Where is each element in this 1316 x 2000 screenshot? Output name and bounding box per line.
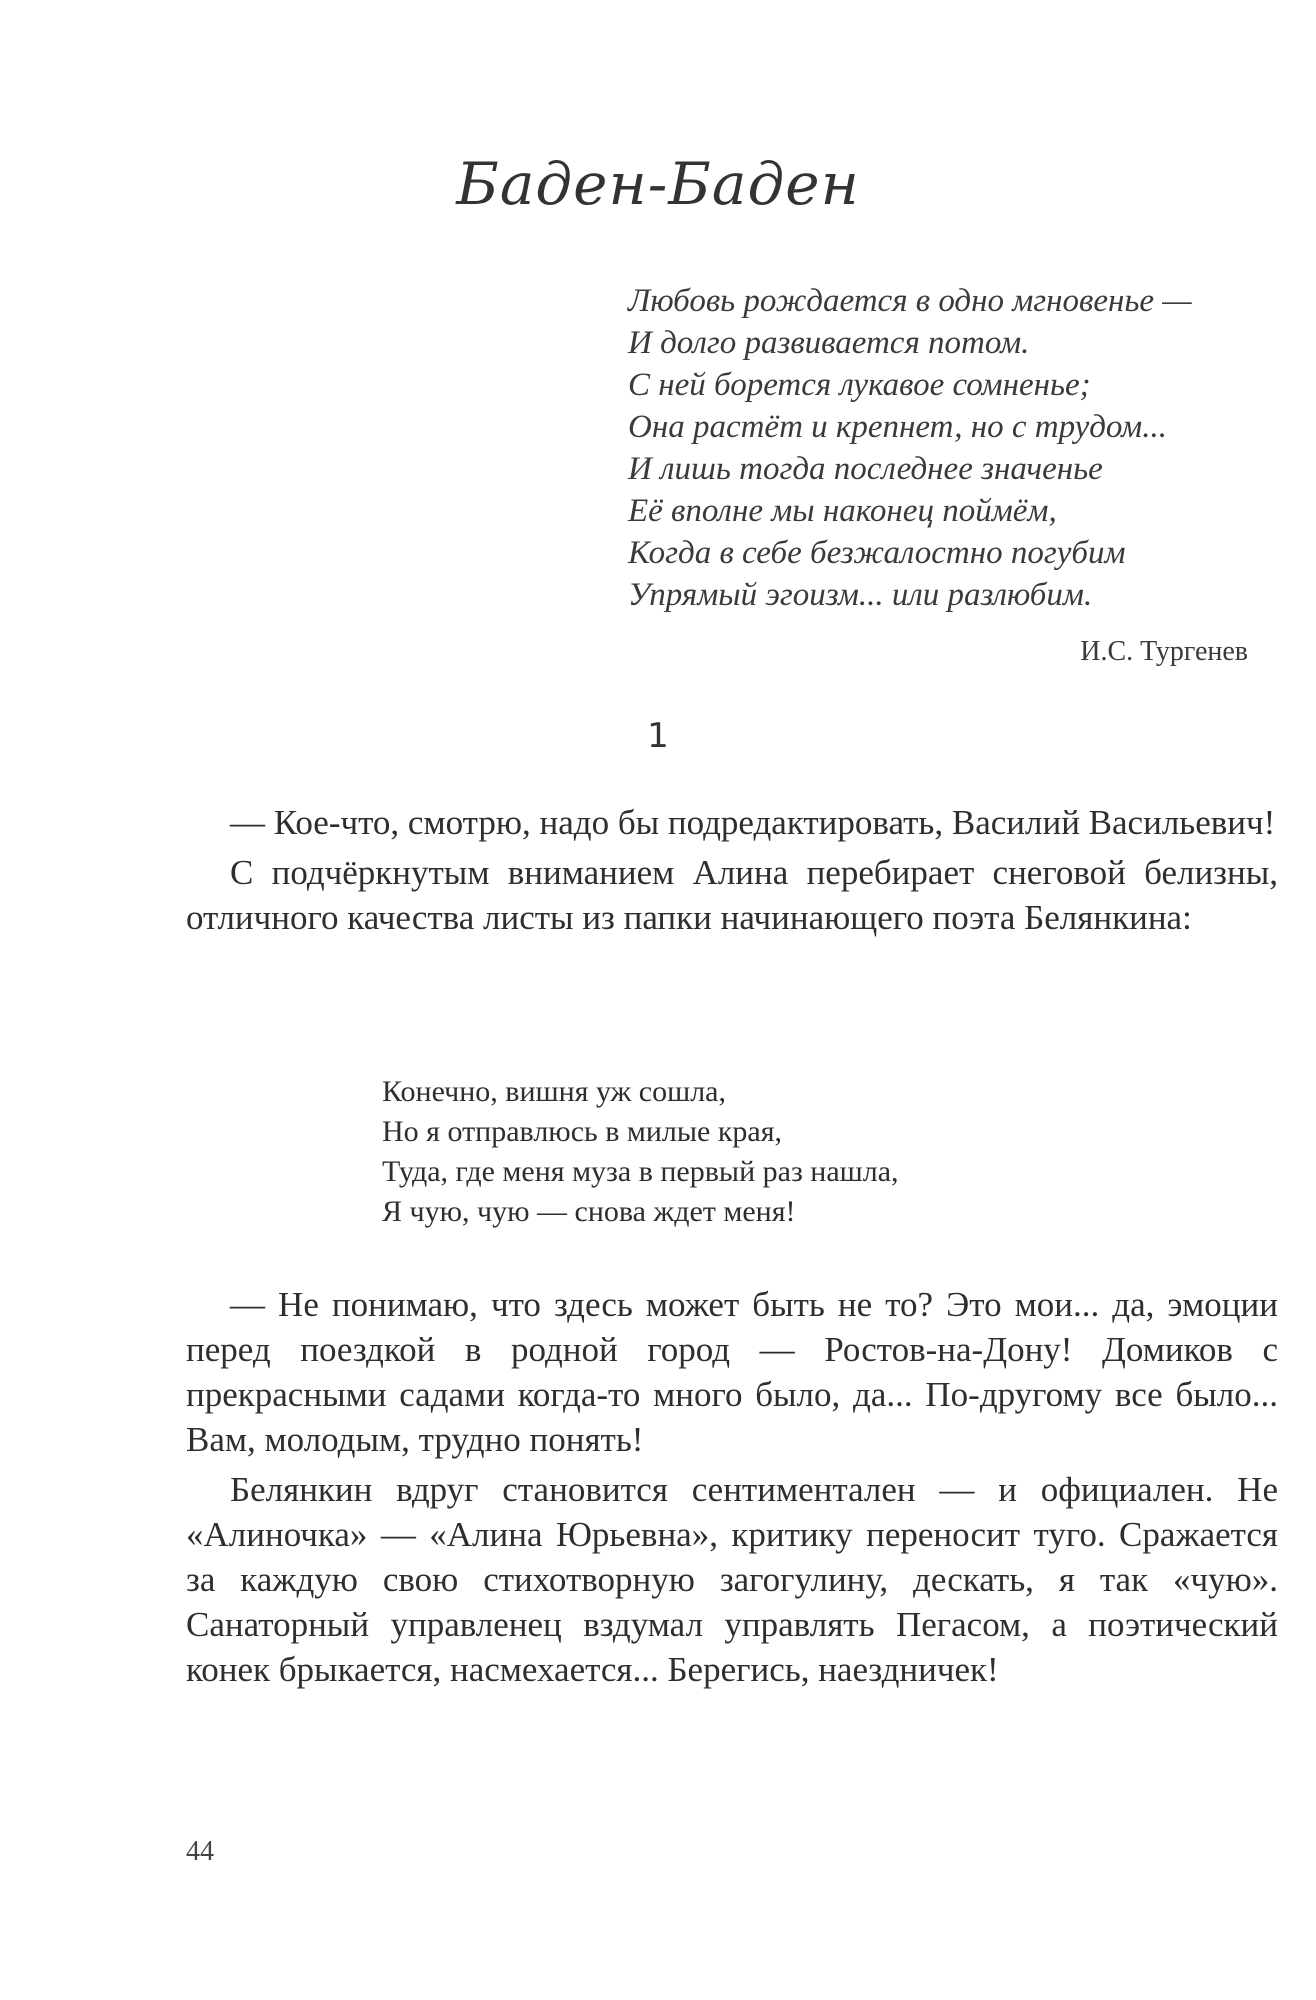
epigraph <box>628 280 1288 668</box>
paragraph: С подчёркнутым вниманием Алина перебирает снеговой белизны, отличного качества листы из папки начинающего поэта Белянкина: <box>186 853 1278 937</box>
poem-line: Туда, где меня муза в первый раз нашла, <box>382 1155 899 1188</box>
poem <box>382 1072 1182 1232</box>
poem-line: Но я отправлюсь в милые края, <box>382 1115 783 1148</box>
chapter-title: Баден-Баден <box>456 150 860 218</box>
page-number: 44 <box>186 1836 214 1867</box>
paragraph: — Кое-что, смотрю, надо бы подредактировать, Василий Васильевич! <box>230 803 1276 842</box>
epigraph-author: И.С. Тургенев <box>1080 636 1248 667</box>
epigraph-line: Её вполне мы наконец поймём, <box>628 493 1057 529</box>
prose-block <box>186 800 1278 940</box>
paragraph: Белянкин вдруг становится сентиментален — и официален. Не «Алиночка» — «Алина Юрьевна», критику переносит туго. Сражается за каждую свою стихотворную загогулину, дескать, я так «чую». Санаторный управленец вздумал управлять Пегасом, а поэтический конек брыкается, насмехается... Берегись, наездничек! <box>186 1470 1278 1689</box>
paragraph: — Не понимаю, что здесь может быть не то? Это мои... да, эмоции перед поездкой в родной город — Ростов-на-Дону! Домиков с прекрасными садами когда-то много было, да... По-другому все было... Вам, молодым, трудно понять! <box>186 1285 1278 1459</box>
epigraph-line: И лишь тогда последнее значенье <box>628 451 1103 487</box>
epigraph-line: И долго развивается потом. <box>628 325 1030 361</box>
epigraph-line: С ней борется лукавое сомненье; <box>628 367 1091 403</box>
epigraph-line: Любовь рождается в одно мгновенье — <box>628 283 1192 319</box>
epigraph-line: Она растёт и крепнет, но с трудом... <box>628 409 1167 445</box>
poem-line: Конечно, вишня уж сошла, <box>382 1075 726 1108</box>
section-number: 1 <box>647 716 669 756</box>
prose-block <box>186 1282 1278 1692</box>
epigraph-line: Когда в себе безжалостно погубим <box>628 535 1126 571</box>
poem-line: Я чую, чую — снова ждет меня! <box>382 1195 796 1228</box>
epigraph-line: Упрямый эгоизм... или разлюбим. <box>628 577 1093 613</box>
